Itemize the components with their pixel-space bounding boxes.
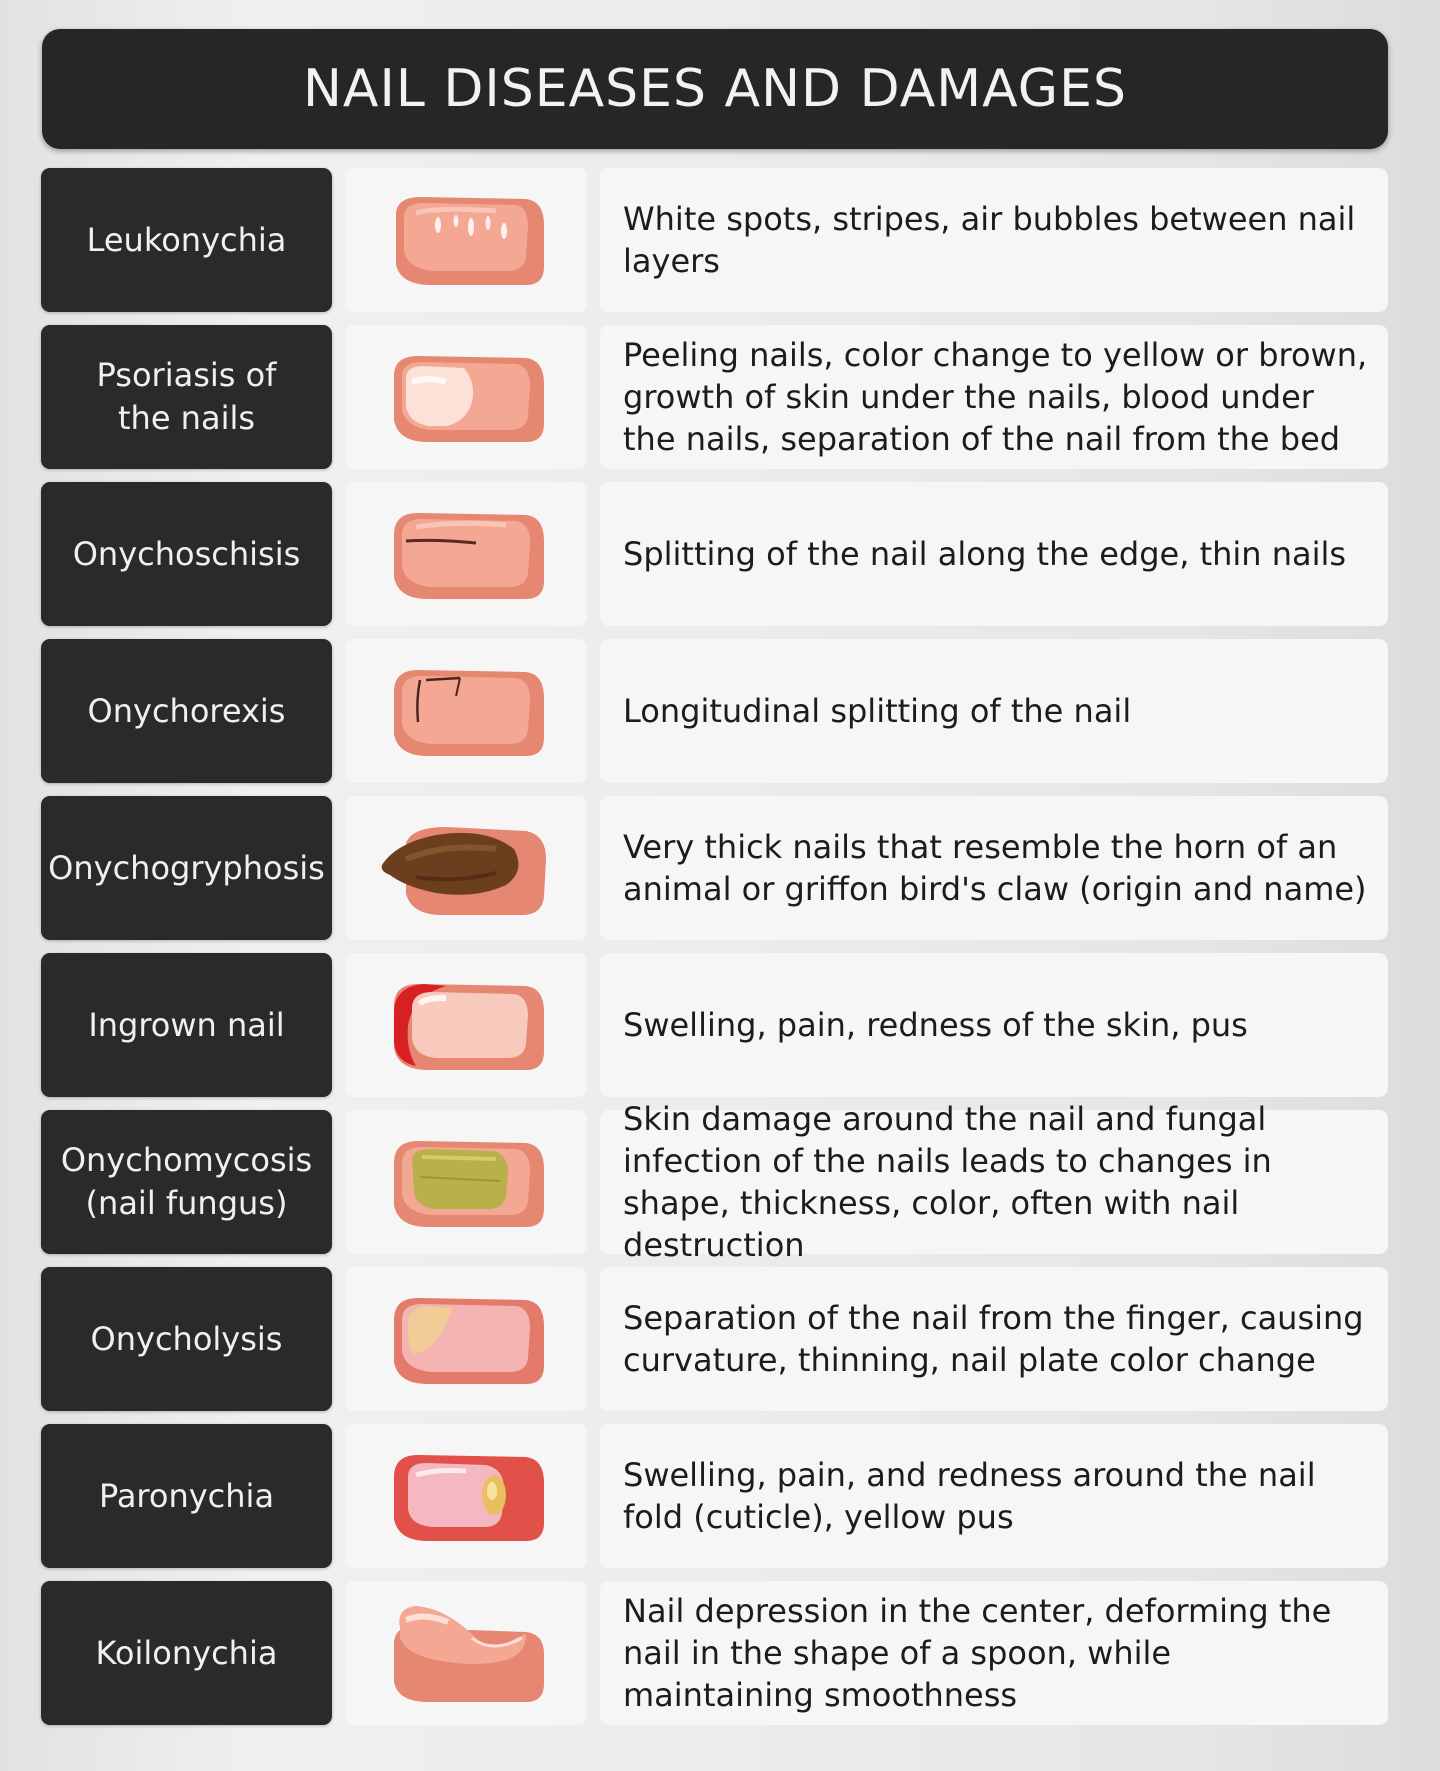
nail-image-cell: [345, 953, 587, 1097]
disease-description: Swelling, pain, and redness around the nail fold (cuticle), yellow pus: [600, 1424, 1388, 1568]
nail-image-cell: [345, 325, 587, 469]
ingrown-nail-icon: [376, 970, 556, 1080]
table-row: [0, 1424, 1440, 1569]
disease-description: Very thick nails that resemble the horn of an animal or griffon bird's claw (origin and name): [600, 796, 1388, 940]
table-row: [0, 1267, 1440, 1412]
nail-image-cell: [345, 1267, 587, 1411]
title-banner: [42, 29, 1388, 149]
table-row: [0, 1100, 1440, 1264]
page-title: NAIL DISEASES AND DAMAGES: [303, 59, 1127, 119]
disease-description: Separation of the nail from the finger, causing curvature, thinning, nail plate color change: [600, 1267, 1388, 1411]
nail-image-cell: [345, 168, 587, 312]
nail-image-cell: [345, 1110, 587, 1254]
onychomycosis-nail-icon: [376, 1127, 556, 1237]
table-row: [0, 482, 1440, 627]
nail-image-cell: [345, 1424, 587, 1568]
onychoschisis-nail-icon: [376, 499, 556, 609]
disease-name: Psoriasis of the nails: [41, 325, 332, 469]
disease-description: Longitudinal splitting of the nail: [600, 639, 1388, 783]
table-row: [0, 639, 1440, 784]
disease-description: Peeling nails, color change to yellow or brown, growth of skin under the nails, blood under the nails, separation of the nail from the bed: [600, 325, 1388, 469]
disease-name: Koilonychia: [41, 1581, 332, 1725]
disease-name: Leukonychia: [41, 168, 332, 312]
disease-description: Swelling, pain, redness of the skin, pus: [600, 953, 1388, 1097]
table-row: [0, 796, 1440, 941]
paronychia-nail-icon: [376, 1441, 556, 1551]
disease-description: White spots, stripes, air bubbles between nail layers: [600, 168, 1388, 312]
table-row: [0, 168, 1440, 313]
koilonychia-nail-icon: [376, 1598, 556, 1708]
nail-image-cell: [345, 639, 587, 783]
disease-name: Paronychia: [41, 1424, 332, 1568]
leukonychia-nail-icon: [376, 185, 556, 295]
table-row: [0, 1581, 1440, 1726]
disease-name: Ingrown nail: [41, 953, 332, 1097]
onychorexis-nail-icon: [376, 656, 556, 766]
onycholysis-nail-icon: [376, 1284, 556, 1394]
disease-name: Onychomycosis (nail fungus): [41, 1110, 332, 1254]
disease-name: Onychoschisis: [41, 482, 332, 626]
nail-image-cell: [345, 482, 587, 626]
psoriasis-nail-icon: [376, 342, 556, 452]
disease-description: Nail depression in the center, deforming the nail in the shape of a spoon, while maintaining smoothness: [600, 1581, 1388, 1725]
table-row: [0, 953, 1440, 1098]
nail-image-cell: [345, 796, 587, 940]
nail-image-cell: [345, 1581, 587, 1725]
disease-name: Onychogryphosis: [41, 796, 332, 940]
disease-description: Splitting of the nail along the edge, thin nails: [600, 482, 1388, 626]
disease-name: Onychorexis: [41, 639, 332, 783]
onychogryphosis-nail-icon: [376, 813, 556, 923]
table-row: [0, 325, 1440, 470]
disease-name: Onycholysis: [41, 1267, 332, 1411]
disease-description: Skin damage around the nail and fungal infection of the nails leads to changes in shape, thickness, color, often with nail destruction: [600, 1110, 1388, 1254]
